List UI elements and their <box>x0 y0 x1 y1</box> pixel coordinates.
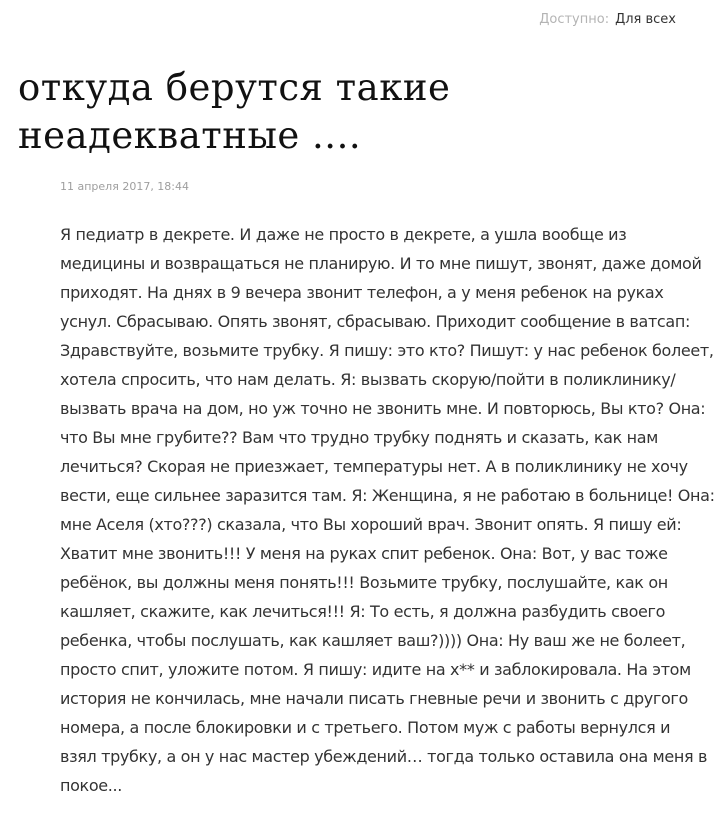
post-body-line: лечиться? Скорая не приезжает, температуры нет. А в поликлинику не хочу <box>60 457 688 476</box>
post-body-line: ребенка, чтобы послушать, как кашляет ваш?)))) Она: Ну ваш же не болеет, <box>60 631 686 650</box>
access-indicator <box>539 12 676 27</box>
post-body-line: хотела спросить, что нам делать. Я: вызвать скорую/пойти в поликлинику/ <box>60 370 676 389</box>
post-body-line: что Вы мне грубите?? Вам что трудно трубку поднять и сказать, как нам <box>60 428 658 447</box>
post-body-line: номера, а после блокировки и с третьего. Потом муж с работы вернулся и <box>60 718 671 737</box>
post-body-line: просто спит, уложите потом. Я пишу: идите на х** и заблокировала. На этом <box>60 660 691 679</box>
post-body-line: Хватит мне звонить!!! У меня на руках спит ребенок. Она: Вот, у вас тоже <box>60 544 668 563</box>
post-body-line: уснул. Сбрасываю. Опять звонят, сбрасываю. Приходит сообщение в ватсап: <box>60 312 690 331</box>
post-title <box>18 64 698 160</box>
post-body-line: приходят. На днях в 9 вечера звонит телефон, а у меня ребенок на руках <box>60 283 664 302</box>
post-date: 11 апреля 2017, 18:44 <box>60 180 190 193</box>
post-body-line: мне Аселя (хто???) сказала, что Вы хороший врач. Звонит опять. Я пишу ей: <box>60 515 682 534</box>
post-body-line: история не кончилась, мне начали писать гневные речи и звонить с другого <box>60 689 688 708</box>
post-title-line: неадекватные .... <box>18 114 362 157</box>
post-body-line: медицины и возвращаться не планирую. И то мне пишут, звонят, даже домой <box>60 254 702 273</box>
post-body-line: вести, еще сильнее заразится там. Я: Женщина, я не работаю в больнице! Она: <box>60 486 715 505</box>
post-body <box>60 220 715 800</box>
post-body-line: покое... <box>60 776 123 795</box>
post-body-line: кашляет, скажите, как лечиться!!! Я: То есть, я должна разбудить своего <box>60 602 666 621</box>
post-body-line: ребёнок, вы должны меня понять!!! Возьмите трубку, послушайте, как он <box>60 573 668 592</box>
post-title-line: откуда берутся такие <box>18 66 451 109</box>
access-label: Доступно: <box>539 12 610 27</box>
post-body-line: Я педиатр в декрете. И даже не просто в декрете, а ушла вообще из <box>60 225 627 244</box>
post-body-line: вызвать врача на дом, но уж точно не звонить мне. И повторюсь, Вы кто? Она: <box>60 399 706 418</box>
access-value-link[interactable]: Для всех <box>615 12 676 27</box>
post-body-line: Здравствуйте, возьмите трубку. Я пишу: это кто? Пишут: у нас ребенок болеет, <box>60 341 714 360</box>
post-body-line: взял трубку, а он у нас мастер убеждений… тогда только оставила она меня в <box>60 747 708 766</box>
